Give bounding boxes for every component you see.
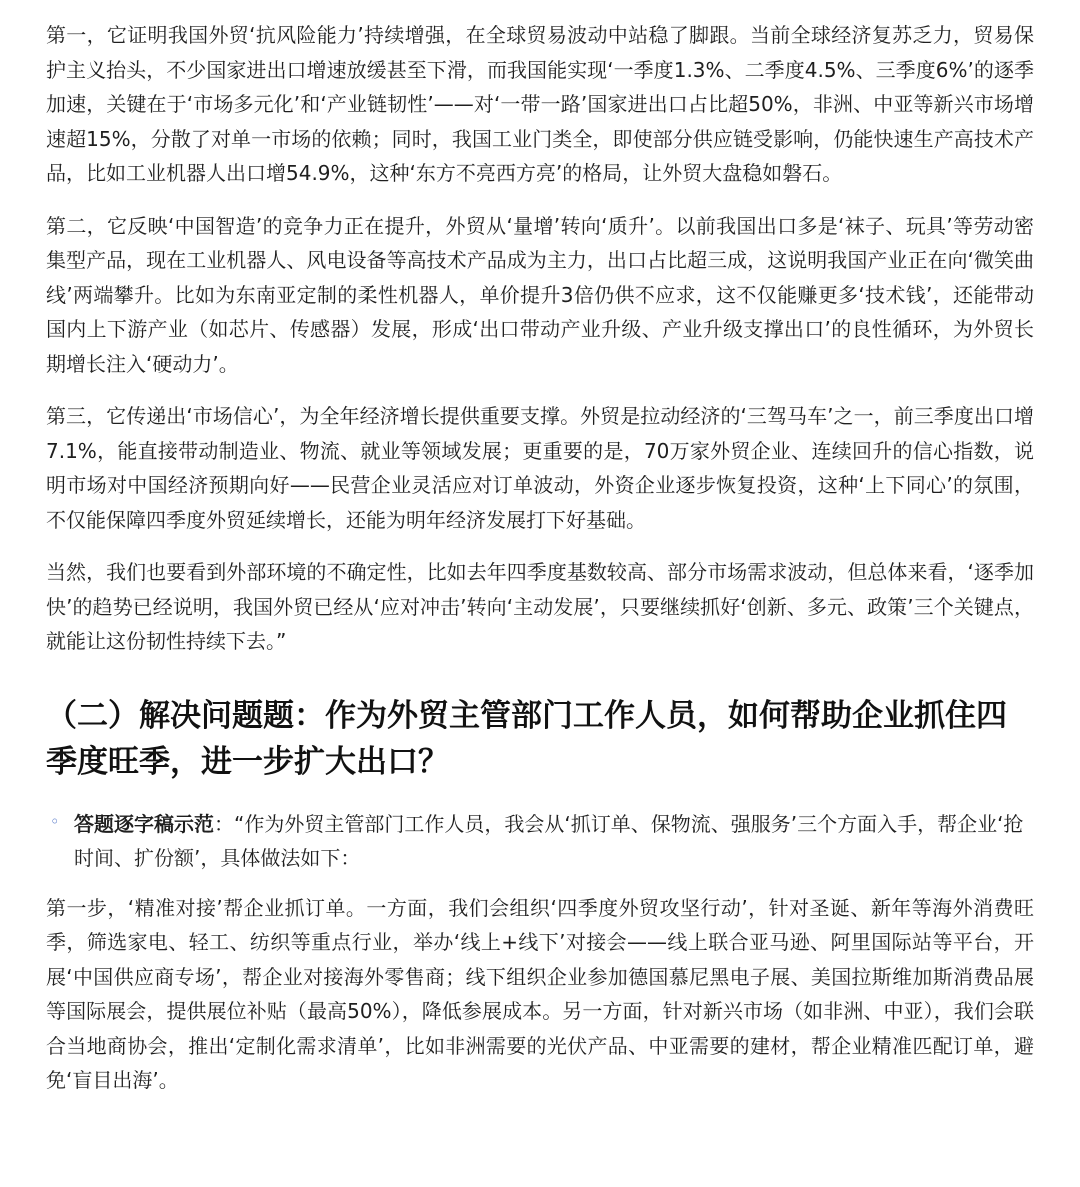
paragraph-step-one: 第一步，‘精准对接’帮企业抓订单。一方面，我们会组织‘四季度外贸攻坚行动’，针对圣诞、新年等海外消费旺季，筛选家电、轻工、纺织等重点行业，举办‘线上+线下’对接会——线上联合亚马逊、阿里国际站等平台，开展‘中国供应商专场’，帮企业对接海外零售商；线下组织企业参加德国慕尼黑电子展、美国拉斯维加斯消费品展等国际展会，提供展位补贴（最高50%），降低参展成本。另一方面，针对新兴市场（如非洲、中亚），我们会联合当地商协会，推出‘定制化需求清单’，比如非洲需要的光伏产品、中亚需要的建材，帮企业精准匹配订单，避免‘盲目出海’。 — [46, 895, 1034, 1092]
list-item-body: ：“作为外贸主管部门工作人员，我会从‘抓订单、保物流、强服务’三个方面入手，帮企业‘抢时间、扩份额’，具体做法如下： — [74, 811, 1024, 870]
paragraph-second-point: 第二，它反映‘中国智造’的竞争力正在提升，外贸从‘量增’转向‘质升’。以前我国出口多是‘袜子、玩具’等劳动密集型产品，现在工业机器人、风电设备等高技术产品成为主力，出口占比超三成，这说明我国产业正在向‘微笑曲线’两端攀升。比如为东南亚定制的柔性机器人，单价提升3倍仍供不应求，这不仅能赚更多‘技术钱’，还能带动国内上下游产业（如芯片、传感器）发展，形成‘出口带动产业升级、产业升级支撑出口’的良性循环，为外贸长期增长注入‘硬动力’。 — [46, 213, 1034, 376]
list-item-text — [74, 807, 1034, 875]
paragraph-conclusion: 当然，我们也要看到外部环境的不确定性，比如去年四季度基数较高、部分市场需求波动，但总体来看，‘逐季加快’的趋势已经说明，我国外贸已经从‘应对冲击’转向‘主动发展’，只要继续抓好‘创新、多元、政策’三个关键点，就能让这份韧性持续下去。” — [46, 560, 1034, 653]
list-item-answer-sample — [46, 807, 1034, 875]
hollow-bullet-icon: ◦ — [50, 811, 60, 831]
list-item-lead: 答题逐字稿示范 — [74, 811, 214, 836]
section-heading: （二）解决问题题：作为外贸主管部门工作人员，如何帮助企业抓住四季度旺季，进一步扩大出口？ — [46, 697, 1007, 780]
paragraph-third-point: 第三，它传递出‘市场信心’，为全年经济增长提供重要支撑。外贸是拉动经济的‘三驾马车’之一，前三季度出口增7.1%，能直接带动制造业、物流、就业等领域发展；更重要的是，70万家外贸企业、连续回升的信心指数，说明市场对中国经济预期向好——民营企业灵活应对订单波动，外资企业逐步恢复投资，这种‘上下同心’的氛围，不仅能保障四季度外贸延续增长，还能为明年经济发展打下好基础。 — [46, 404, 1034, 532]
paragraph-first-point: 第一，它证明我国外贸‘抗风险能力’持续增强，在全球贸易波动中站稳了脚跟。当前全球经济复苏乏力，贸易保护主义抬头，不少国家进出口增速放缓甚至下滑，而我国能实现‘一季度1.3%、二季度4.5%、三季度6%’的逐季加速，关键在于‘市场多元化’和‘产业链韧性’——对‘一带一路’国家进出口占比超50%，非洲、中亚等新兴市场增速超15%，分散了对单一市场的依赖；同时，我国工业门类全，即使部分供应链受影响，仍能快速生产高技术产品，比如工业机器人出口增54.9%，这种‘东方不亮西方亮’的格局，让外贸大盘稳如磐石。 — [46, 23, 1034, 185]
